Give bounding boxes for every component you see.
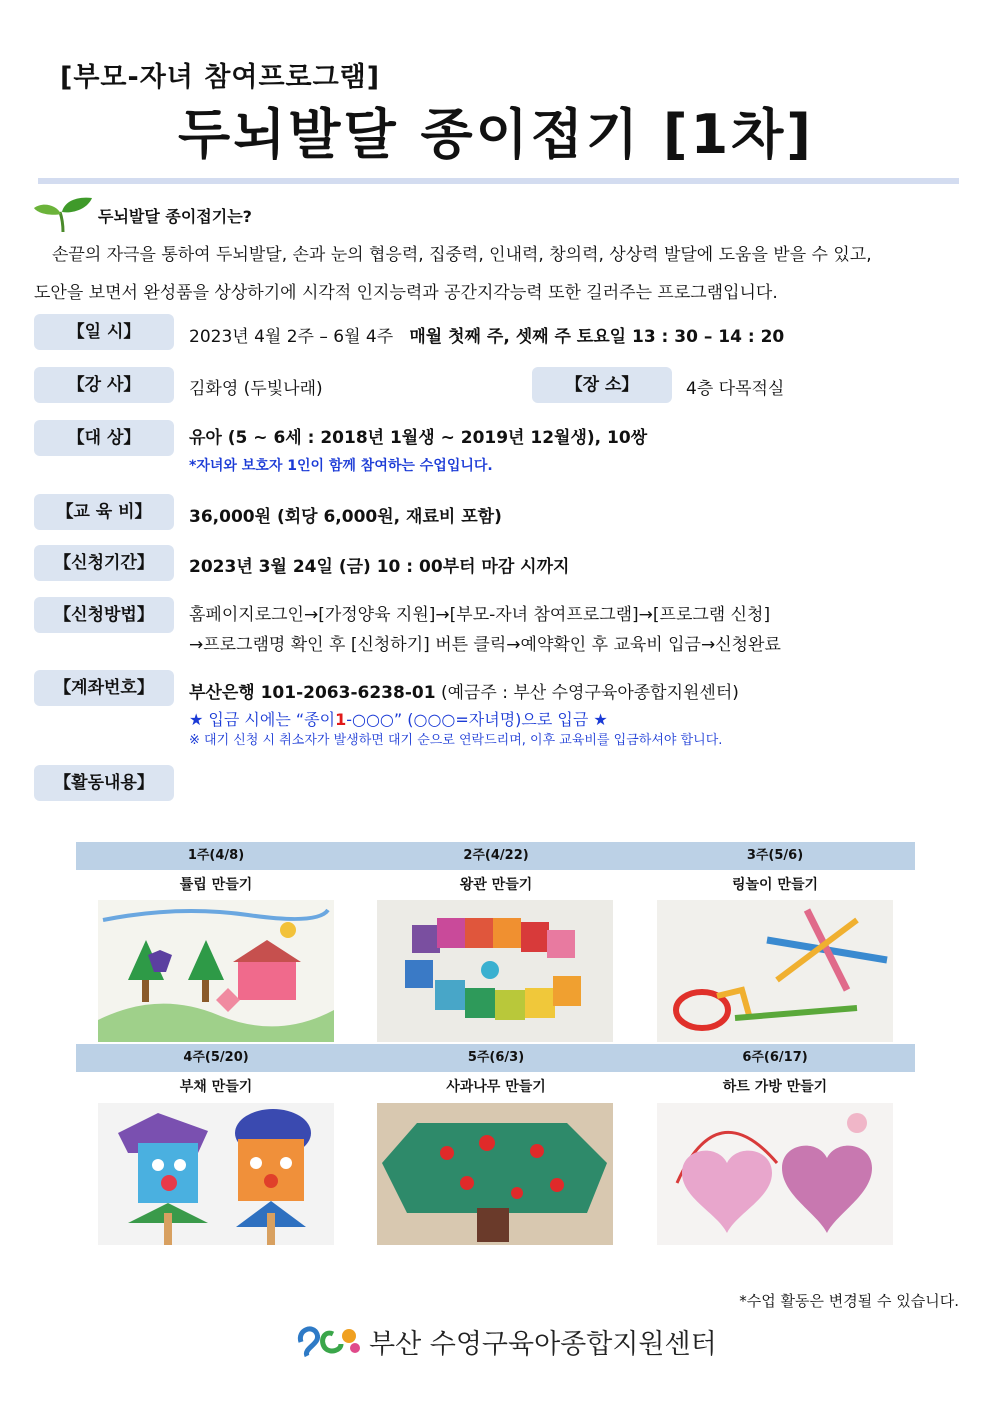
date-schedule: 매월 첫째 주, 셋째 주 토요일 13 : 30 – 14 : 20 [409, 327, 785, 347]
week-1-name: 튤립 만들기 [179, 877, 253, 893]
center-name: 부산 수영구육아종합지원센터 [369, 1329, 717, 1360]
week-5-caption: 5주(6/3) [356, 1044, 636, 1072]
program-category: [부모-자녀 참여프로그램] [60, 62, 381, 93]
center-logo-icon [295, 1320, 367, 1360]
period-label: 【신청기간】 [34, 545, 174, 581]
method-line-2: →프로그램명 확인 후 [신청하기] 버튼 클릭→예약확인 후 교육비 입금→신청완료 [189, 635, 781, 655]
week-2-caption: 2주(4/22) [356, 842, 636, 870]
intro-heading: 두뇌발달 종이접기는? [98, 207, 252, 226]
heart-bag-photo [657, 1103, 893, 1245]
week-3-name: 링놀이 만들기 [731, 877, 819, 893]
activity-label: 【활동내용】 [34, 765, 174, 801]
account-number: 부산은행 101-2063-6238-01 [189, 683, 436, 703]
date-value [189, 322, 784, 347]
week-2-name: 왕관 만들기 [459, 877, 533, 893]
target-note: *자녀와 보호자 1인이 함께 참여하는 수업입니다. [189, 458, 493, 474]
page-title: 두뇌발달 종이접기 [1차] [177, 103, 814, 166]
sprout-icon [32, 194, 94, 238]
week-6-name: 하트 가방 만들기 [722, 1079, 828, 1095]
tulip-photo [98, 900, 334, 1042]
title-divider [38, 178, 959, 184]
deposit-instruction [189, 707, 608, 730]
date-range: 2023년 4월 2주 – 6월 4주 [189, 327, 394, 347]
intro-text [34, 236, 958, 312]
week-5-name: 사과나무 만들기 [446, 1079, 546, 1095]
teacher-value: 김화영 (두빛나래) [189, 379, 323, 399]
period-value: 2023년 3월 24일 (금) 10 : 00부터 마감 시까지 [189, 557, 570, 577]
deposit-suffix: -○○○” (○○○=자녀명)으로 입금 ★ [346, 710, 608, 729]
week-6-caption: 6주(6/17) [635, 1044, 915, 1072]
week-1-caption: 1주(4/8) [76, 842, 356, 870]
ring-play-photo [657, 900, 893, 1042]
place-value: 4층 다목적실 [686, 379, 785, 399]
intro-line-1: 손끝의 자극을 통하여 두뇌발달, 손과 눈의 협응력, 집중력, 인내력, 창의력, 상상력 발달에 도움을 받을 수 있고, [52, 245, 872, 265]
target-value: 유아 (5 ~ 6세 : 2018년 1월생 ~ 2019년 12월생), 10쌍 [189, 428, 648, 448]
account-holder: (예금주 : 부산 수영구육아종합지원센터) [435, 683, 739, 703]
fan-photo [98, 1103, 334, 1245]
crown-photo [377, 900, 613, 1042]
date-label: 【일 시】 [34, 314, 174, 350]
week-3-caption: 3주(5/6) [635, 842, 915, 870]
deposit-prefix: ★ 입금 시에는 “종이 [189, 710, 336, 729]
account-value [189, 678, 739, 703]
method-label: 【신청방법】 [34, 597, 174, 633]
teacher-label: 【강 사】 [34, 367, 174, 403]
place-label: 【장 소】 [532, 367, 672, 403]
fee-value: 36,000원 (회당 6,000원, 재료비 포함) [189, 507, 502, 527]
change-notice: *수업 활동은 변경될 수 있습니다. [739, 1292, 959, 1310]
week-4-name: 부채 만들기 [179, 1079, 253, 1095]
account-label: 【계좌번호】 [34, 670, 174, 706]
method-line-1: 홈페이지로그인→[가정양육 지원]→[부모-자녀 참여프로그램]→[프로그램 신청] [189, 605, 771, 625]
week-4-caption: 4주(5/20) [76, 1044, 356, 1072]
target-label: 【대 상】 [34, 420, 174, 456]
fee-label: 【교 육 비】 [34, 494, 174, 530]
waiting-note: ※ 대기 신청 시 취소자가 발생하면 대기 순으로 연락드리며, 이후 교육비를 입금하셔야 합니다. [189, 733, 723, 748]
apple-tree-photo [377, 1103, 613, 1245]
deposit-number: 1 [335, 710, 347, 729]
intro-line-2: 도안을 보면서 완성품을 상상하기에 시각적 인지능력과 공간지각능력 또한 길러주는 프로그램입니다. [34, 283, 778, 303]
